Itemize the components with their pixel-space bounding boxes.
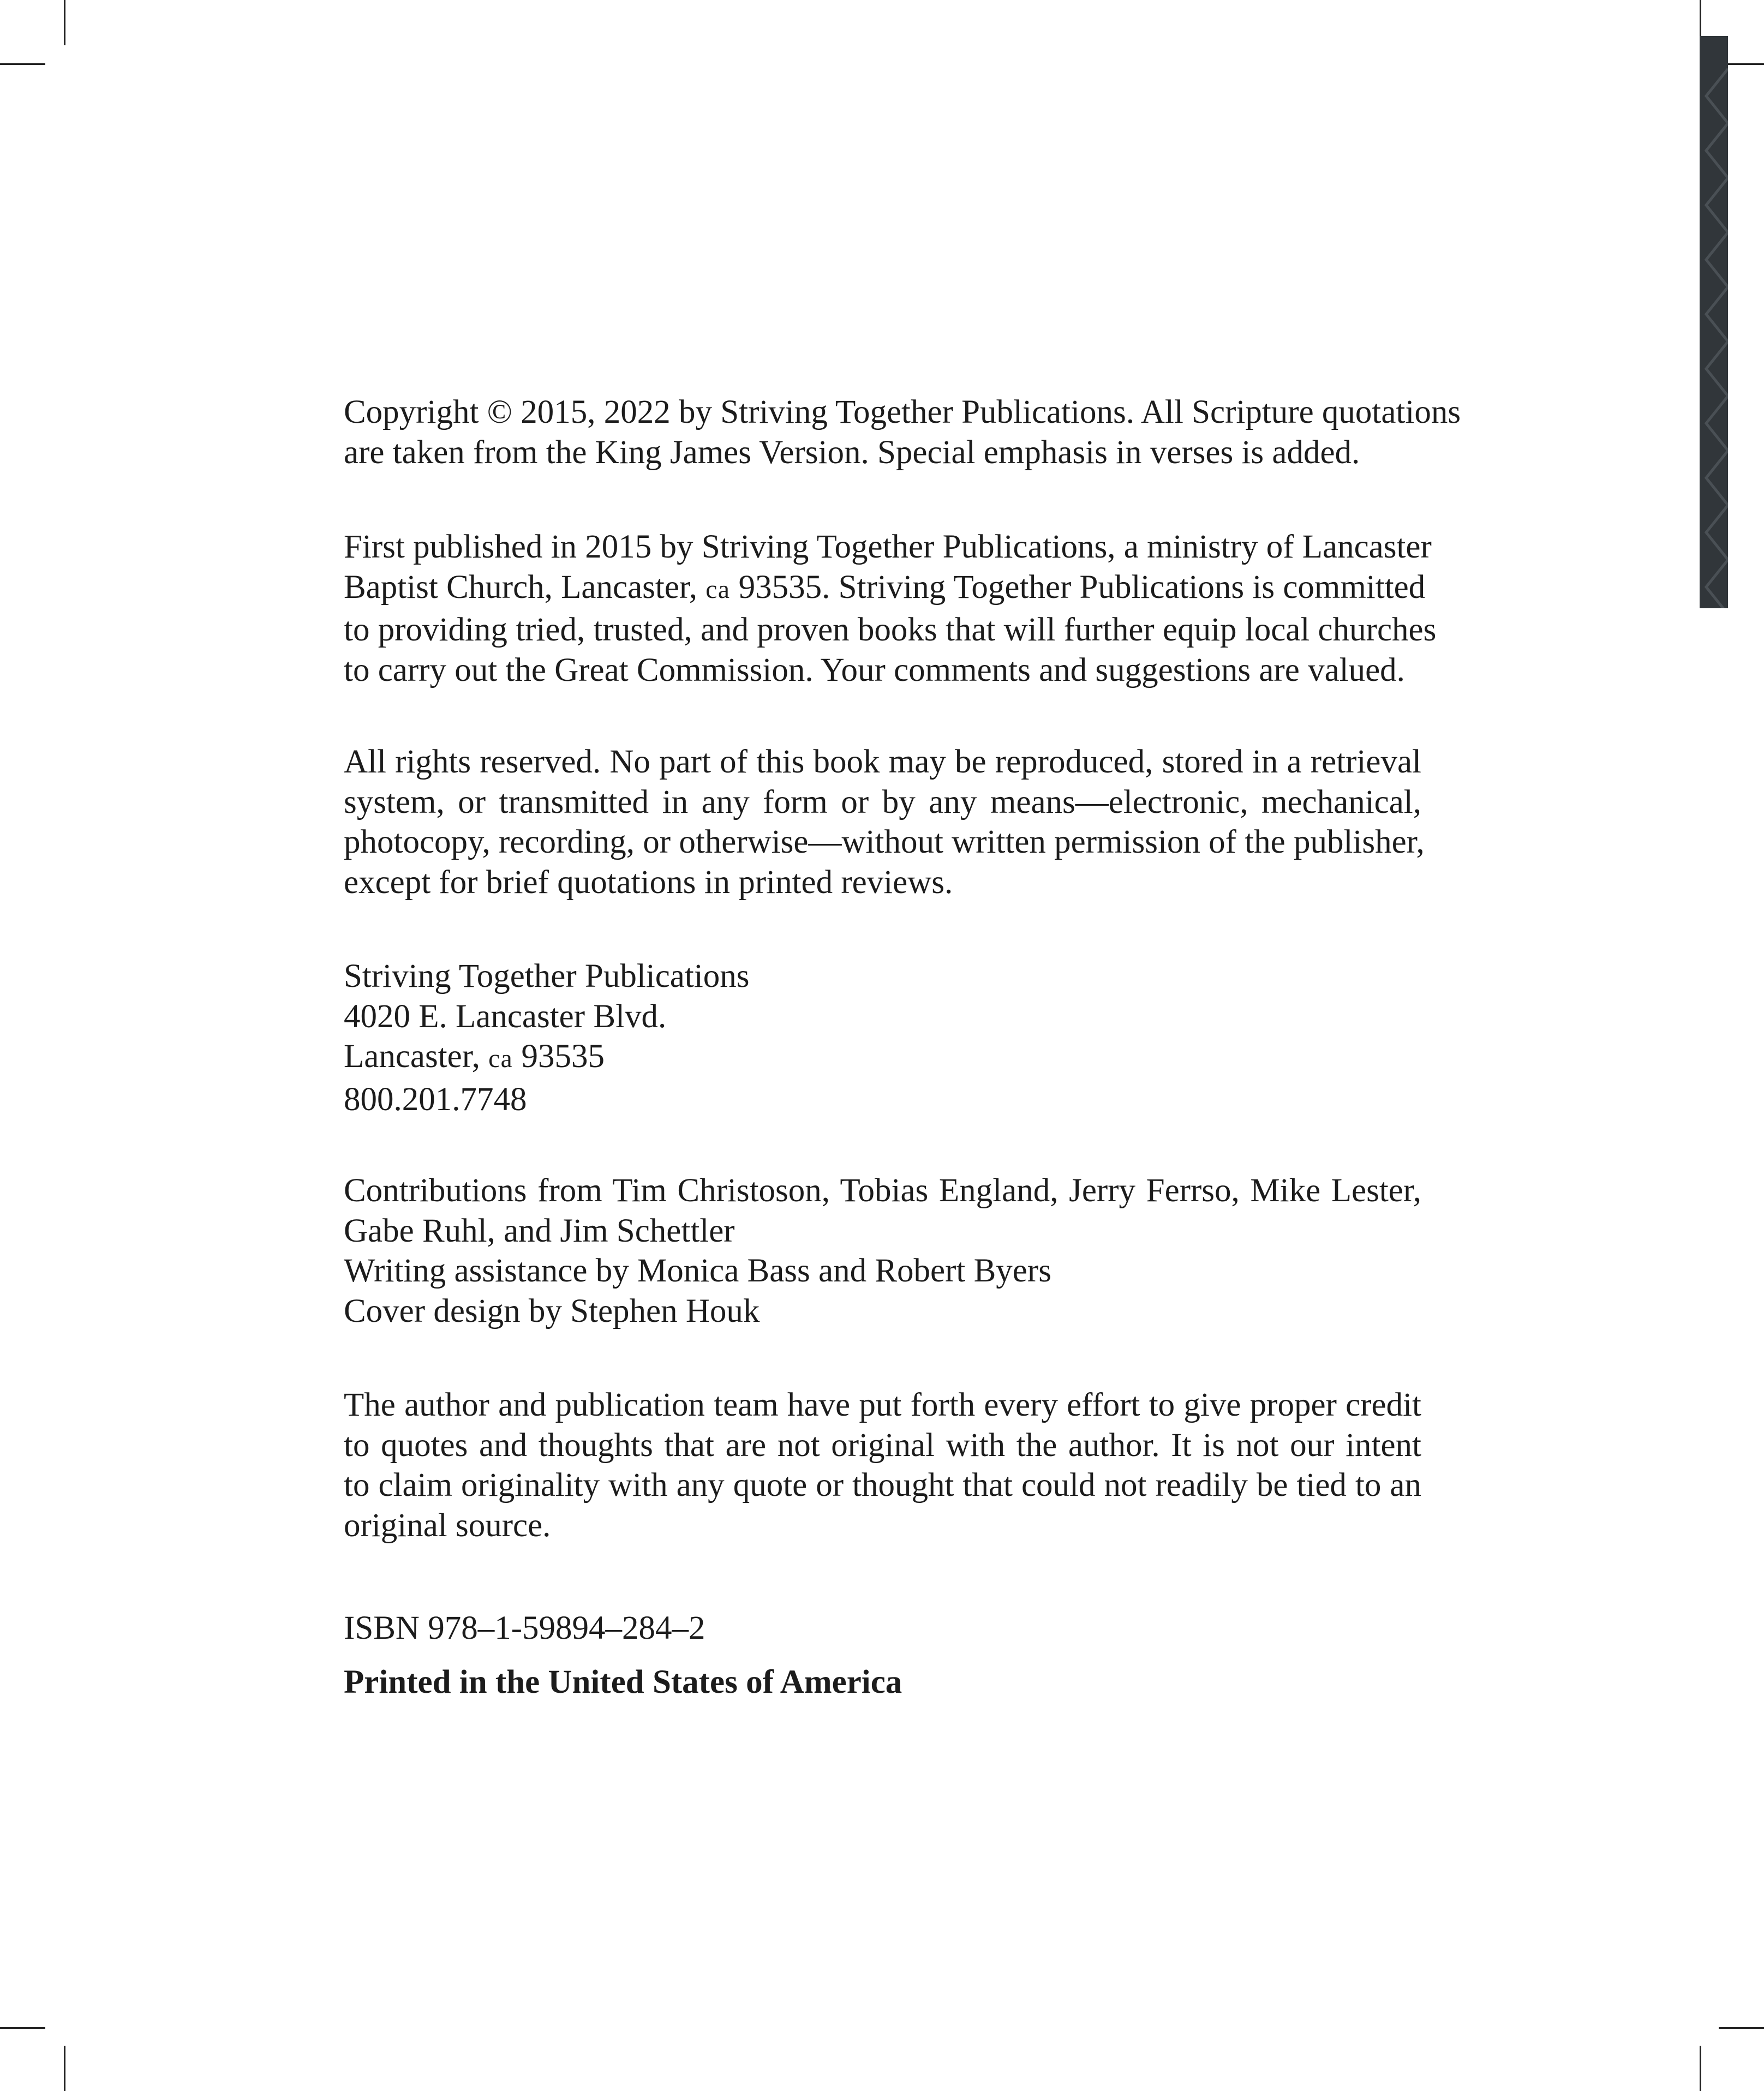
rights-line-3: photocopy, recording, or otherwise—without written permission of the publisher, bbox=[344, 824, 1425, 860]
rights-paragraph bbox=[344, 742, 1425, 902]
first-published-line-2-start: Baptist Church, Lancaster, bbox=[344, 568, 706, 606]
state-abbreviation: ca bbox=[705, 575, 731, 604]
credits-line-4: Cover design by Stephen Houk bbox=[344, 1292, 760, 1329]
isbn: ISBN 978–1-59894–284–2 bbox=[344, 1610, 705, 1646]
copyright-line-1: Copyright © 2015, 2022 by Striving Together Publications. All Scripture quotations bbox=[344, 394, 1461, 430]
crop-mark-top-left-vertical bbox=[64, 0, 65, 45]
first-published-paragraph bbox=[344, 527, 1437, 690]
crop-mark-bottom-left-horizontal bbox=[0, 2027, 45, 2029]
rights-line-2: system, or transmitted in any form or by any means—electronic, mechanical, bbox=[344, 783, 1421, 820]
rights-line-1: All rights reserved. No part of this book may be reproduced, stored in a retrieval bbox=[344, 744, 1421, 780]
publisher-city-name: Lancaster, bbox=[344, 1038, 489, 1075]
printed-in: Printed in the United States of America bbox=[344, 1664, 902, 1700]
isbn-block bbox=[344, 1608, 1421, 1649]
disclaimer-line-2: to quotes and thoughts that are not original with the author. It is not our intent bbox=[344, 1427, 1421, 1464]
first-published-line-3: to providing tried, trusted, and proven books that will further equip local churches bbox=[344, 612, 1437, 648]
rights-line-4: except for brief quotations in printed reviews. bbox=[344, 864, 953, 901]
first-published-line-1: First published in 2015 by Striving Together Publications, a ministry of Lancaster bbox=[344, 529, 1432, 565]
credits-line-3: Writing assistance by Monica Bass and Robert Byers bbox=[344, 1253, 1051, 1289]
credits-line-2: Gabe Ruhl, and Jim Schettler bbox=[344, 1212, 735, 1249]
first-published-line-2 bbox=[344, 567, 1426, 610]
copyright-line-2: are taken from the King James Version. Special emphasis in verses is added. bbox=[344, 434, 1360, 471]
disclaimer-line-4: original source. bbox=[344, 1507, 551, 1544]
publisher-name: Striving Together Publications bbox=[344, 958, 750, 994]
publisher-phone: 800.201.7748 bbox=[344, 1081, 527, 1118]
thumb-tab bbox=[1700, 36, 1728, 608]
publisher-city bbox=[344, 1036, 1421, 1080]
first-published-line-4: to carry out the Great Commission. Your comments and suggestions are valued. bbox=[344, 651, 1405, 688]
printed-block bbox=[344, 1662, 1421, 1703]
publisher-street: 4020 E. Lancaster Blvd. bbox=[344, 998, 667, 1035]
crop-mark-bottom-left-vertical bbox=[64, 2046, 65, 2091]
credits-block bbox=[344, 1171, 1421, 1331]
crop-mark-top-left-horizontal bbox=[0, 63, 45, 65]
thumb-tab-pattern bbox=[1700, 36, 1728, 608]
crop-mark-bottom-right-horizontal bbox=[1719, 2027, 1764, 2029]
disclaimer-line-3: to claim originality with any quote or thought that could not readily be tied to an bbox=[344, 1467, 1421, 1503]
publisher-zip: 93535 bbox=[513, 1038, 605, 1075]
publisher-address bbox=[344, 956, 1421, 1119]
publisher-state: ca bbox=[488, 1045, 513, 1073]
credits-line-1: Contributions from Tim Christoson, Tobias England, Jerry Ferrso, Mike Lester, bbox=[344, 1172, 1421, 1209]
crop-mark-bottom-right-vertical bbox=[1700, 2046, 1701, 2091]
first-published-line-2-end: 93535. Striving Together Publications is committed bbox=[730, 568, 1426, 606]
disclaimer-line-1: The author and publication team have put forth every effort to give proper credit bbox=[344, 1387, 1421, 1423]
copyright-paragraph bbox=[344, 392, 1461, 472]
disclaimer-paragraph bbox=[344, 1385, 1421, 1545]
